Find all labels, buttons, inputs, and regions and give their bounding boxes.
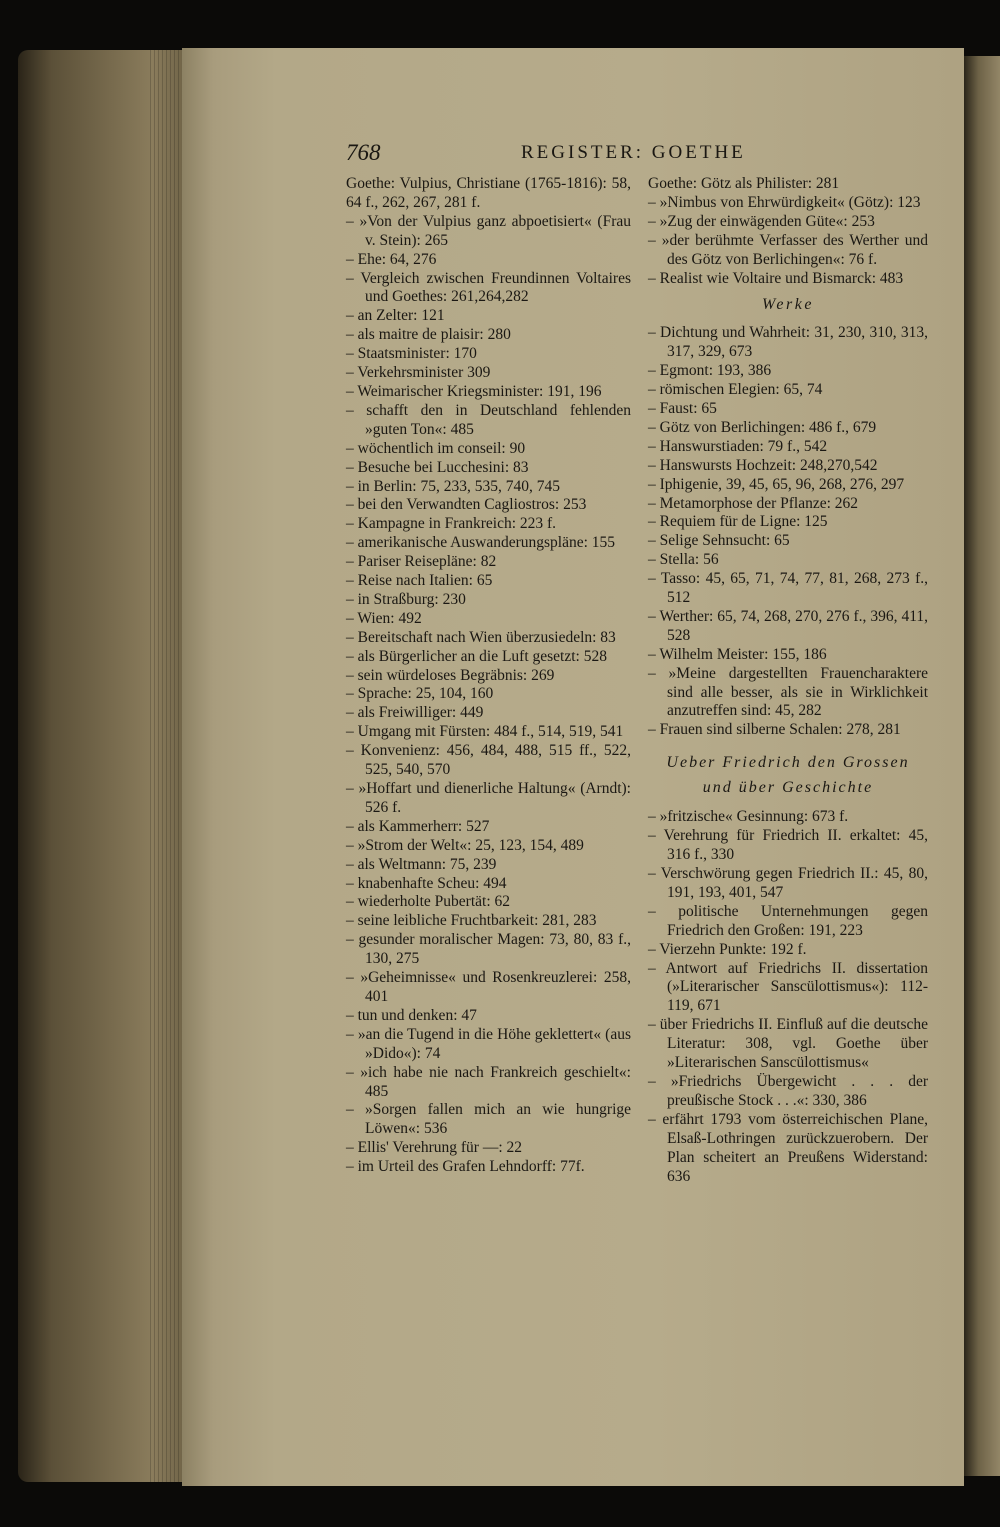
index-entry: – in Berlin: 75, 233, 535, 740, 745 — [346, 477, 560, 495]
index-entry: – schafft den in Deutschland fehlenden »guten Ton«: 485 — [346, 401, 631, 438]
index-entry: – Ellis' Verehrung für —: 22 — [346, 1139, 522, 1157]
index-entry: – Wilhelm Meister: 155, 186 — [648, 645, 827, 663]
index-entry: – knabenhafte Scheu: 494 — [346, 874, 507, 892]
index-entry: – Dichtung und Wahrheit: 31, 230, 310, 313, 317, 329, 673 — [648, 324, 928, 361]
index-entry: – im Urteil des Grafen Lehndorff: 77f. — [346, 1158, 585, 1176]
index-entry: – als Weltmann: 75, 239 — [346, 855, 497, 873]
index-entry: – »ich habe nie nach Frankreich geschielt«: 485 — [346, 1063, 631, 1100]
index-entry: – Vierzehn Punkte: 192 f. — [648, 940, 807, 958]
index-entry: – bei den Verwandten Cagliostros: 253 — [346, 496, 587, 514]
index-entry: – wiederholte Pubertät: 62 — [346, 893, 510, 911]
index-entry: – Ehe: 64, 276 — [346, 250, 437, 268]
index-entry: – »Meine dargestellten Frauencharaktere sind alle besser, als sie in Wirklichkeit anzutreffen sind: 45, 282 — [648, 664, 928, 720]
section-heading-line: und über Geschichte — [702, 779, 874, 797]
index-entry: – Werther: 65, 74, 268, 270, 276 f., 396, 411, 528 — [648, 607, 928, 644]
index-entry: – als Bürgerlicher an die Luft gesetzt: 528 — [346, 647, 607, 665]
index-entry: – amerikanische Auswanderungspläne: 155 — [346, 534, 616, 552]
index-entry: – Faust: 65 — [648, 399, 717, 417]
index-entry: – »Sorgen fallen mich an wie hungrige Löwen«: 536 — [346, 1101, 631, 1138]
index-entry: – »der berühmte Verfasser des Werther und des Götz von Berlichingen«: 76 f. — [648, 231, 928, 268]
index-entry: – »Hoffart und dienerliche Haltung« (Arndt): 526 f. — [346, 780, 631, 816]
index-entry: – Wien: 492 — [346, 609, 422, 627]
index-entry: – Kampagne in Frankreich: 223 f. — [346, 515, 557, 533]
index-entry: – Sprache: 25, 104, 160 — [346, 685, 494, 703]
index-entry: – über Friedrichs II. Einfluß auf die deutsche Literatur: 308, vgl. Goethe über »Literarischen Sanscülottismus« — [648, 1016, 928, 1072]
section-heading-friedrich — [648, 750, 928, 800]
index-entry: – in Straßburg: 230 — [346, 590, 466, 608]
index-entry: – »Geheimnisse« und Rosenkreuzlerei: 258, 401 — [346, 969, 631, 1005]
index-entry: – Requiem für de Ligne: 125 — [648, 513, 828, 531]
running-head: REGISTER: GOETHE — [521, 142, 746, 163]
index-entry: – römischen Elegien: 65, 74 — [648, 381, 823, 399]
index-entry: – Pariser Reisepläne: 82 — [346, 553, 497, 571]
index-entry: – als Freiwilliger: 449 — [346, 704, 484, 722]
section-heading-werke: Werke — [762, 296, 814, 314]
index-entry: – Metamorphose der Pflanze: 262 — [648, 494, 859, 512]
index-entry: – Iphigenie, 39, 45, 65, 96, 268, 276, 297 — [648, 475, 905, 493]
index-entry: – wöchentlich im conseil: 90 — [346, 439, 526, 457]
index-entry: – Frauen sind silberne Schalen: 278, 281 — [648, 721, 901, 739]
index-entry: – Konvenienz: 456, 484, 488, 515 ff., 522, 525, 540, 570 — [346, 742, 631, 779]
index-entry: – Bereitschaft nach Wien überzusiedeln: 83 — [346, 628, 616, 646]
index-entry: – Selige Sehnsucht: 65 — [648, 532, 790, 550]
right-column — [648, 175, 928, 1186]
index-entry: – Egmont: 193, 386 — [648, 362, 772, 380]
index-entry: – an Zelter: 121 — [346, 307, 445, 325]
index-entry: – Verkehrsminister 309 — [346, 364, 491, 382]
index-entry: – Weimarischer Kriegsminister: 191, 196 — [346, 382, 602, 400]
index-entry: – Tasso: 45, 65, 71, 74, 77, 81, 268, 273 f., 512 — [648, 570, 928, 607]
index-entry: – sein würdeloses Begräbnis: 269 — [346, 666, 555, 684]
index-entry: Goethe: Götz als Philister: 281 — [648, 175, 840, 192]
index-entry: – »Zug der einwägenden Güte«: 253 — [648, 212, 875, 230]
index-entry: – »an die Tugend in die Höhe geklettert« (aus »Dido«): 74 — [346, 1025, 631, 1062]
index-entry: – tun und denken: 47 — [346, 1006, 477, 1024]
index-entry: – Hanswurstiaden: 79 f., 542 — [648, 437, 828, 455]
index-entry: – gesunder moralischer Magen: 73, 80, 83 f., 130, 275 — [346, 931, 631, 968]
index-entry: – Hanswursts Hochzeit: 248,270,542 — [648, 456, 878, 474]
index-entry: – politische Unternehmungen gegen Friedrich den Großen: 191, 223 — [648, 902, 928, 939]
index-entry: – seine leibliche Fruchtbarkeit: 281, 283 — [346, 912, 597, 930]
index-entry: Goethe: Vulpius, Christiane (1765-1816): 58, 64 f., 262, 267, 281 f. — [346, 175, 631, 211]
left-column — [346, 175, 631, 1177]
index-entry: – Stella: 56 — [648, 551, 719, 569]
index-entry: – Götz von Berlichingen: 486 f., 679 — [648, 418, 877, 436]
index-entry: – »Nimbus von Ehrwürdigkeit« (Götz): 123 — [648, 193, 921, 211]
index-entry: – »Strom der Welt«: 25, 123, 154, 489 — [346, 836, 584, 854]
index-entry: – »fritzische« Gesinnung: 673 f. — [648, 808, 849, 826]
index-entry: – Realist wie Voltaire und Bismarck: 483 — [648, 269, 904, 287]
section-heading-line: Ueber Friedrich den Grossen — [666, 754, 910, 772]
index-entry: – »Von der Vulpius ganz abpoetisiert« (Frau v. Stein): 265 — [346, 212, 631, 249]
index-entry: – als maitre de plaisir: 280 — [346, 326, 511, 344]
facing-page-edge — [964, 56, 1000, 1476]
page-header — [346, 140, 926, 170]
index-entry: – Umgang mit Fürsten: 484 f., 514, 519, 541 — [346, 723, 624, 741]
index-entry: – als Kammerherr: 527 — [346, 817, 490, 835]
index-entry: – Vergleich zwischen Freundinnen Voltaires und Goethes: 261,264,282 — [346, 269, 631, 306]
index-entry: – erfährt 1793 vom österreichischen Plane, Elsaß-Lothringen zurückzuerobern. Der Plan scheitert an Preußens Widerstand: 636 — [648, 1110, 928, 1185]
index-entry: – Besuche bei Lucchesini: 83 — [346, 458, 529, 476]
index-entry: – »Friedrichs Übergewicht . . . der preußische Stock . . .«: 330, 386 — [648, 1072, 928, 1109]
page-number: 768 — [346, 140, 381, 165]
index-entry: – Staatsminister: 170 — [346, 345, 477, 363]
index-entry: – Antwort auf Friedrichs II. dissertation (»Literarischer Sanscülottismus«): 112-119, 671 — [648, 959, 928, 1015]
index-entry: – Verschwörung gegen Friedrich II.: 45, 80, 191, 193, 401, 547 — [648, 865, 928, 901]
index-entry: – Verehrung für Friedrich II. erkaltet: 45, 316 f., 330 — [648, 827, 928, 864]
index-entry: – Reise nach Italien: 65 — [346, 572, 493, 590]
